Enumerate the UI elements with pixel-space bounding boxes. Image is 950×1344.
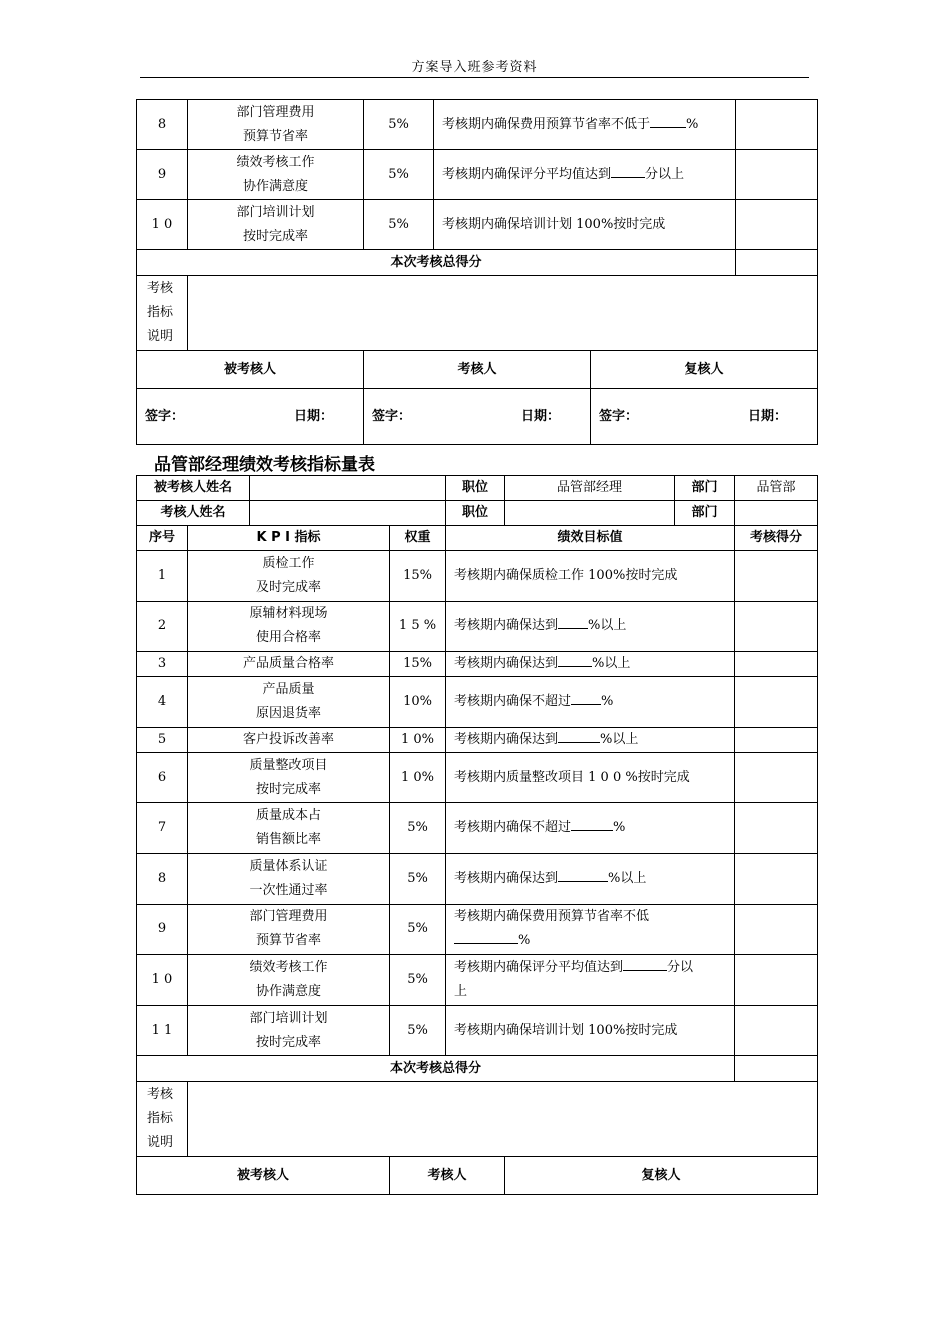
- kpi-name-cell: [188, 1005, 390, 1056]
- explain-line: 考核: [147, 1087, 174, 1103]
- row-number: 1 0: [137, 955, 188, 1006]
- table-row: [137, 551, 818, 602]
- target-text: 考核期内确保评分平均值达到: [454, 959, 624, 975]
- target-cell: [446, 677, 735, 728]
- target-text: 考核期内确保达到: [454, 731, 559, 747]
- weight-cell: 5%: [390, 803, 446, 854]
- row-number: 9: [137, 904, 188, 955]
- sign-label: 签字：: [372, 408, 412, 424]
- target-text: 考核期内质量整改项目 1 0 0 %按时完成: [454, 769, 690, 785]
- kpi-name-line: 一次性通过率: [249, 882, 328, 898]
- weight-cell: 5%: [364, 150, 434, 200]
- dept-label: 部门: [675, 501, 735, 526]
- target-text: 考核期内确保达到: [454, 870, 559, 886]
- kpi-name-cell: [188, 727, 390, 752]
- weight-cell: 1 0%: [390, 727, 446, 752]
- fill-blank[interactable]: [650, 113, 686, 128]
- target-cell: [434, 200, 736, 250]
- score-cell: [735, 803, 818, 854]
- signature-cell: [364, 389, 591, 445]
- score-cell: [735, 1005, 818, 1056]
- explain-line: 考核: [147, 281, 174, 296]
- weight-cell: 5%: [390, 1005, 446, 1056]
- table-title: 品管部经理绩效考核指标量表: [154, 455, 375, 475]
- target-suffix: %以上: [592, 656, 631, 672]
- table-row: [137, 100, 818, 150]
- explain-line: 说明: [147, 1135, 174, 1151]
- explain-line: 说明: [147, 329, 174, 344]
- total-score-label: 本次考核总得分: [137, 250, 736, 276]
- table-row: [137, 601, 818, 652]
- target-cell: [446, 803, 735, 854]
- weight-cell: 1 5 %: [390, 601, 446, 652]
- kpi-name-line: 绩效考核工作: [249, 959, 328, 975]
- row-number: 9: [137, 150, 188, 200]
- top-kpi-table: [136, 99, 818, 445]
- weight-cell: 5%: [390, 955, 446, 1006]
- kpi-name-line: 质量成本占: [256, 808, 322, 824]
- row-number: 3: [137, 652, 188, 677]
- page-header: 方案导入班参考资料: [140, 56, 809, 78]
- kpi-name-cell: [188, 100, 364, 150]
- name-value: [250, 476, 446, 501]
- table-row: [137, 677, 818, 728]
- row-number: 2: [137, 601, 188, 652]
- target-text: 考核期内确保费用预算节省率不低于: [442, 116, 651, 132]
- score-cell: [735, 677, 818, 728]
- table-row: [137, 1005, 818, 1056]
- target-suffix: 分以: [667, 959, 694, 975]
- target-cell: [446, 652, 735, 677]
- fill-blank[interactable]: [571, 690, 601, 705]
- weight-cell: 10%: [390, 677, 446, 728]
- kpi-name-cell: [188, 652, 390, 677]
- fill-blank[interactable]: [454, 929, 518, 944]
- kpi-name-line: 产品质量合格率: [243, 656, 335, 672]
- target-cell: [446, 601, 735, 652]
- table-row: [137, 803, 818, 854]
- target-suffix: %以上: [600, 731, 639, 747]
- target-suffix: %: [686, 116, 699, 132]
- kpi-name-cell: [188, 752, 390, 803]
- target-cell: [434, 150, 736, 200]
- kpi-name-line: 按时完成率: [256, 1034, 322, 1050]
- row-number: 1 0: [137, 200, 188, 250]
- weight-cell: 1 0%: [390, 752, 446, 803]
- explain-line: 指标: [147, 1111, 174, 1127]
- weight-cell: 15%: [390, 551, 446, 602]
- weight-cell: 15%: [390, 652, 446, 677]
- score-cell: [735, 752, 818, 803]
- date-label: 日期：: [747, 408, 787, 424]
- kpi-name-cell: [188, 853, 390, 904]
- position-value: [505, 501, 675, 526]
- kpi-name-line: 部门管理费用: [249, 909, 328, 925]
- kpi-name-line: 预算节省率: [242, 128, 308, 144]
- position-label: 职位: [446, 476, 505, 501]
- kpi-name-line: 预算节省率: [256, 933, 322, 949]
- table-row: [137, 752, 818, 803]
- kpi-name-line: 原因退货率: [256, 705, 322, 721]
- explain-line: 指标: [147, 305, 174, 320]
- target-cell: [446, 752, 735, 803]
- score-cell: [735, 955, 818, 1006]
- explain-label: [137, 276, 188, 351]
- target-text: 考核期内确保培训计划 100%按时完成: [454, 1022, 678, 1038]
- explain-label: [137, 1082, 188, 1157]
- kpi-name-line: 质量体系认证: [249, 858, 328, 874]
- kpi-name-line: 客户投诉改善率: [243, 731, 335, 747]
- target-cell: [446, 904, 735, 955]
- score-cell: [735, 652, 818, 677]
- sign-label: 签字：: [599, 408, 639, 424]
- score-cell: [735, 551, 818, 602]
- kpi-name-cell: [188, 601, 390, 652]
- score-cell: [735, 727, 818, 752]
- sign-label: 签字：: [145, 408, 185, 424]
- table-row: [137, 150, 818, 200]
- dept-value: 品管部: [735, 476, 818, 501]
- table-row: [137, 853, 818, 904]
- table-row: [137, 652, 818, 677]
- target-cell: [446, 727, 735, 752]
- row-number: 8: [137, 100, 188, 150]
- examinee-name-label: 考核人姓名: [137, 501, 250, 526]
- target-text: 考核期内确保培训计划 100%按时完成: [442, 216, 666, 232]
- kpi-name-cell: [188, 677, 390, 728]
- examinee-name-label: 被考核人姓名: [137, 476, 250, 501]
- kpi-name-line: 按时完成率: [242, 228, 308, 244]
- signer-examiner: 考核人: [364, 351, 591, 389]
- header-weight: 权重: [390, 526, 446, 551]
- date-label: 日期：: [520, 408, 560, 424]
- fill-blank[interactable]: [558, 867, 608, 882]
- signer-examinee: 被考核人: [137, 351, 364, 389]
- target-line2: %: [518, 933, 531, 949]
- signature-cell: [137, 389, 364, 445]
- table-row: [137, 955, 818, 1006]
- total-score-value: [735, 1056, 818, 1082]
- fill-blank[interactable]: [623, 956, 667, 971]
- total-score-label: 本次考核总得分: [137, 1056, 735, 1082]
- target-text: 考核期内确保不超过: [454, 820, 572, 836]
- fill-blank[interactable]: [558, 614, 588, 629]
- target-cell: [446, 853, 735, 904]
- explain-content: [188, 1082, 818, 1157]
- target-text: 考核期内确保达到: [454, 618, 559, 634]
- kpi-name-line: 销售额比率: [256, 832, 322, 848]
- row-number: 5: [137, 727, 188, 752]
- header-kpi: K P I 指标: [188, 526, 390, 551]
- fill-blank[interactable]: [558, 652, 592, 667]
- kpi-name-cell: [188, 150, 364, 200]
- target-cell: [434, 100, 736, 150]
- target-text: 考核期内确保不超过: [454, 693, 572, 709]
- row-number: 6: [137, 752, 188, 803]
- weight-cell: 5%: [390, 853, 446, 904]
- target-line2: 上: [454, 983, 468, 999]
- kpi-name-line: 协作满意度: [256, 983, 322, 999]
- header-seq: 序号: [137, 526, 188, 551]
- fill-blank[interactable]: [611, 163, 645, 178]
- date-label: 日期：: [293, 408, 333, 424]
- kpi-table: [136, 475, 818, 1195]
- score-cell: [736, 100, 818, 150]
- row-number: 1 1: [137, 1005, 188, 1056]
- kpi-name-line: 协作满意度: [242, 178, 308, 194]
- kpi-name-line: 部门培训计划: [249, 1010, 328, 1026]
- target-suffix: %: [613, 820, 626, 836]
- total-score-value: [736, 250, 818, 276]
- fill-blank[interactable]: [571, 816, 613, 831]
- weight-cell: 5%: [390, 904, 446, 955]
- kpi-name-line: 部门培训计划: [236, 204, 315, 220]
- name-value: [250, 501, 446, 526]
- target-suffix: 分以上: [645, 166, 685, 182]
- target-text: 考核期内确保质检工作 100%按时完成: [454, 567, 678, 583]
- score-cell: [735, 601, 818, 652]
- row-number: 8: [137, 853, 188, 904]
- dept-value: [735, 501, 818, 526]
- target-cell: [446, 955, 735, 1006]
- table-row: [137, 727, 818, 752]
- target-text: 考核期内确保达到: [454, 656, 559, 672]
- kpi-name-line: 部门管理费用: [236, 104, 315, 120]
- kpi-name-line: 质检工作: [262, 555, 315, 571]
- target-suffix: %: [601, 693, 614, 709]
- kpi-name-line: 原辅材料现场: [249, 606, 328, 622]
- kpi-name-line: 产品质量: [262, 681, 315, 697]
- dept-label: 部门: [675, 476, 735, 501]
- position-label: 职位: [446, 501, 505, 526]
- explain-content: [188, 276, 818, 351]
- target-cell: [446, 1005, 735, 1056]
- header-target: 绩效目标值: [446, 526, 735, 551]
- table-row: [137, 904, 818, 955]
- kpi-name-line: 及时完成率: [256, 579, 322, 595]
- score-cell: [736, 150, 818, 200]
- position-value: 品管部经理: [505, 476, 675, 501]
- kpi-name-line: 绩效考核工作: [236, 154, 315, 170]
- row-number: 4: [137, 677, 188, 728]
- kpi-name-cell: [188, 551, 390, 602]
- weight-cell: 5%: [364, 100, 434, 150]
- kpi-name-cell: [188, 200, 364, 250]
- header-score: 考核得分: [735, 526, 818, 551]
- signer-examiner: 考核人: [390, 1157, 505, 1195]
- signature-cell: [591, 389, 818, 445]
- table-row: [137, 200, 818, 250]
- signer-reviewer: 复核人: [591, 351, 818, 389]
- signer-examinee: 被考核人: [137, 1157, 390, 1195]
- signer-reviewer: 复核人: [505, 1157, 818, 1195]
- row-number: 1: [137, 551, 188, 602]
- kpi-name-cell: [188, 803, 390, 854]
- kpi-name-cell: [188, 904, 390, 955]
- score-cell: [735, 853, 818, 904]
- target-suffix: %以上: [588, 618, 627, 634]
- kpi-name-line: 质量整改项目: [249, 757, 328, 773]
- row-number: 7: [137, 803, 188, 854]
- kpi-name-line: 使用合格率: [256, 630, 322, 646]
- kpi-name-cell: [188, 955, 390, 1006]
- target-cell: [446, 551, 735, 602]
- kpi-name-line: 按时完成率: [256, 781, 322, 797]
- target-text: 考核期内确保评分平均值达到: [442, 166, 612, 182]
- target-suffix: %以上: [608, 870, 647, 886]
- score-cell: [735, 904, 818, 955]
- score-cell: [736, 200, 818, 250]
- fill-blank[interactable]: [558, 728, 600, 743]
- target-text: 考核期内确保费用预算节省率不低: [454, 909, 650, 925]
- weight-cell: 5%: [364, 200, 434, 250]
